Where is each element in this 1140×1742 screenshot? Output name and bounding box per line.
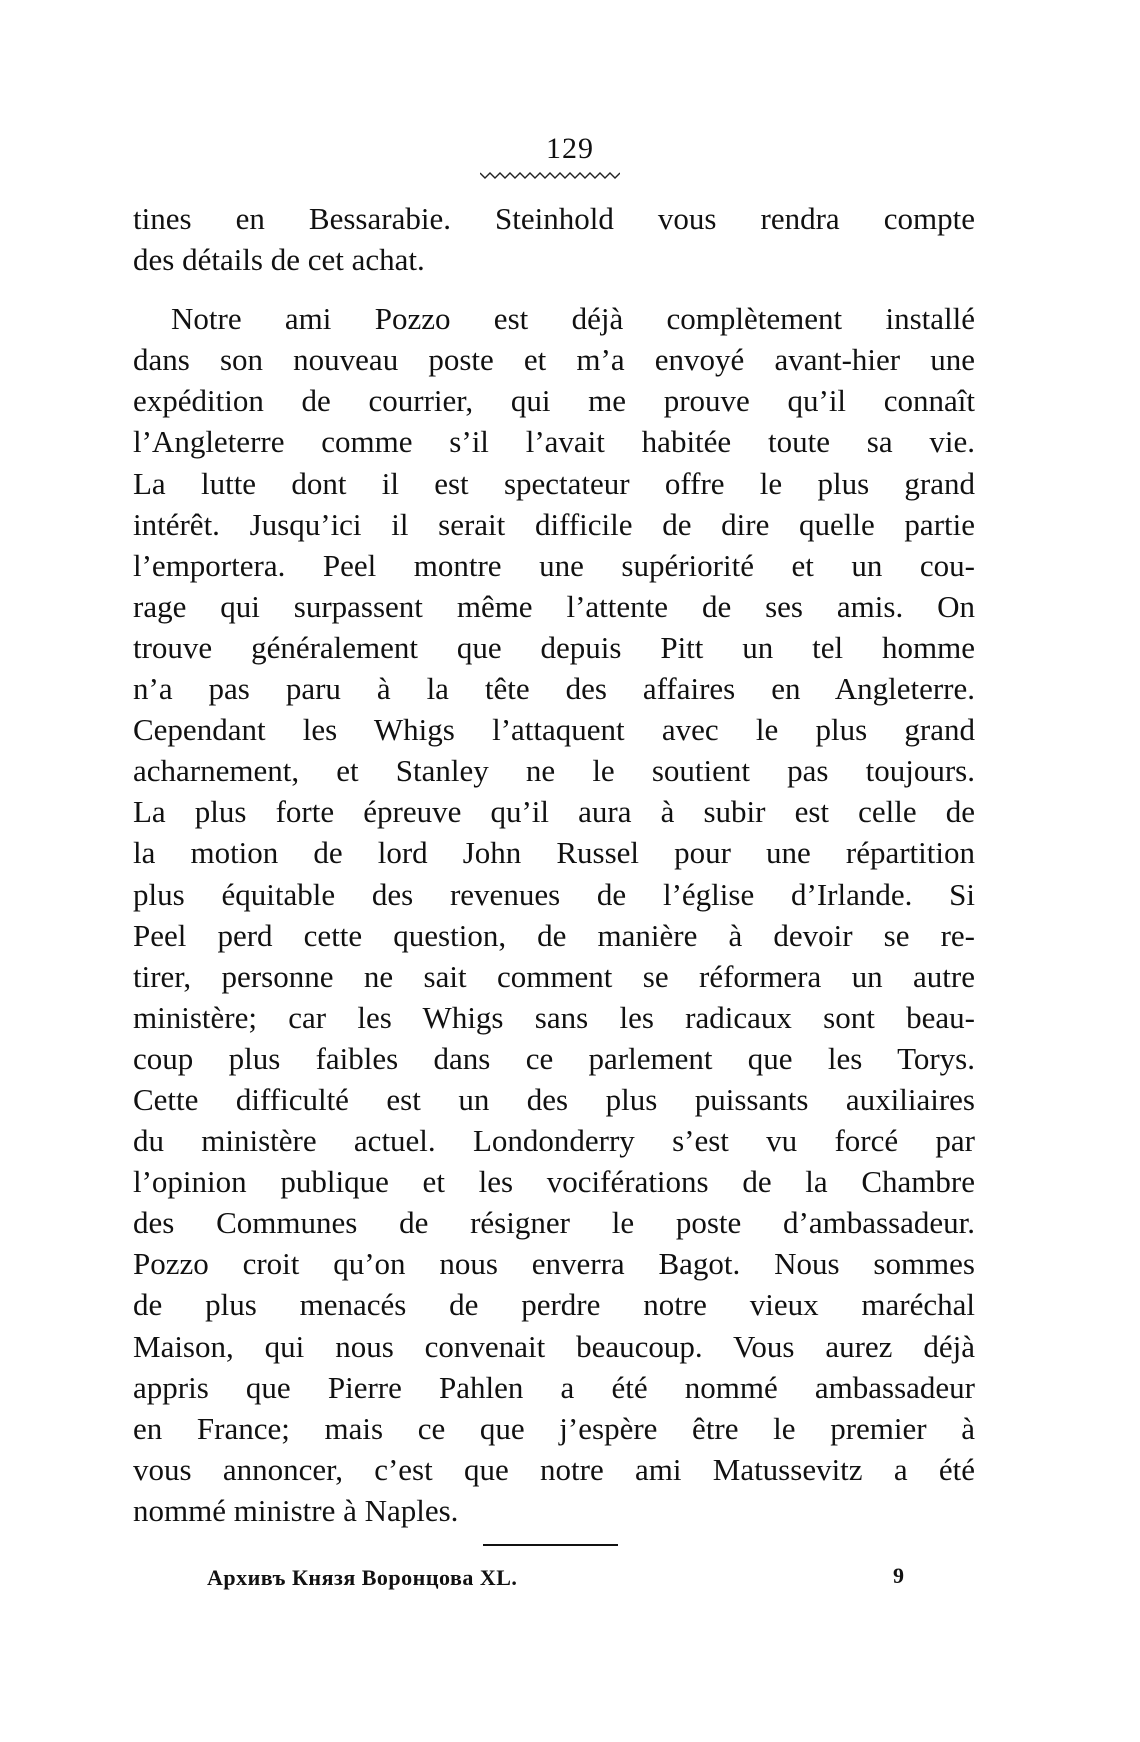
text-line: Cependant les Whigs l’attaquent avec le plus grand bbox=[133, 712, 975, 748]
text-line: du ministère actuel. Londonderry s’est vu forcé par bbox=[133, 1123, 975, 1159]
text-line: des détails de cet achat. bbox=[133, 242, 425, 278]
footer-source: Архивъ Князя Воронцова XL. bbox=[207, 1565, 518, 1590]
text-line: l’opinion publique et les vociférations de la Chambre bbox=[133, 1164, 975, 1200]
text-line: de plus menacés de perdre notre vieux maréchal bbox=[133, 1287, 975, 1323]
text-line: Peel perd cette question, de manière à devoir se re- bbox=[133, 917, 975, 953]
text-line: Pozzo croit qu’on nous enverra Bagot. Nous sommes bbox=[133, 1246, 975, 1282]
text-line: plus équitable des revenues de l’église d’Irlande. Si bbox=[133, 876, 975, 912]
text-line: intérêt. Jusqu’ici il serait difficile de dire quelle partie bbox=[133, 506, 975, 542]
text-line: appris que Pierre Pahlen a été nommé ambassadeur bbox=[133, 1369, 975, 1405]
text-line: La plus forte épreuve qu’il aura à subir est celle de bbox=[133, 794, 975, 830]
text-line: tines en Bessarabie. Steinhold vous rendra compte bbox=[133, 201, 975, 236]
text-line: Notre ami Pozzo est déjà complètement installé bbox=[171, 301, 975, 337]
text-line: vous annoncer, c’est que notre ami Matussevitz a été bbox=[133, 1451, 975, 1487]
signature-mark: 9 bbox=[893, 1563, 904, 1588]
text-line: n’a pas paru à la tête des affaires en Angleterre. bbox=[133, 671, 975, 707]
text-line: trouve généralement que depuis Pitt un tel homme bbox=[133, 629, 975, 665]
text-line: La lutte dont il est spectateur offre le plus grand bbox=[133, 465, 975, 501]
paragraph-gap bbox=[133, 280, 975, 298]
footer-rule bbox=[483, 1544, 618, 1546]
text-line: l’Angleterre comme s’il l’avait habitée toute sa vie. bbox=[133, 424, 975, 460]
text-line: l’emportera. Peel montre une supériorité et un cou- bbox=[133, 547, 975, 583]
text-line: Cette difficulté est un des plus puissants auxiliaires bbox=[133, 1081, 975, 1117]
text-line: ministère; car les Whigs sans les radicaux sont beau- bbox=[133, 999, 975, 1035]
text-line: rage qui surpassent même l’attente de ses amis. On bbox=[133, 588, 975, 624]
text-line: Maison, qui nous convenait beaucoup. Vous aurez déjà bbox=[133, 1328, 975, 1364]
paragraph bbox=[133, 198, 975, 280]
text-line: la motion de lord John Russel pour une répartition bbox=[133, 835, 975, 871]
body-text bbox=[133, 198, 975, 1531]
text-line: acharnement, et Stanley ne le soutient pas toujours. bbox=[133, 753, 975, 789]
text-line: dans son nouveau poste et m’a envoyé avant-hier une bbox=[133, 342, 975, 378]
paragraph bbox=[133, 298, 975, 1531]
text-line: expédition de courrier, qui me prouve qu’il connaît bbox=[133, 383, 975, 419]
text-line: en France; mais ce que j’espère être le premier à bbox=[133, 1410, 975, 1446]
text-line: coup plus faibles dans ce parlement que les Torys. bbox=[133, 1040, 975, 1076]
page-number: 129 bbox=[546, 132, 594, 165]
text-line: tirer, personne ne sait comment se réformera un autre bbox=[133, 958, 975, 994]
text-line: des Communes de résigner le poste d’ambassadeur. bbox=[133, 1205, 975, 1241]
text-line: nommé ministre à Naples. bbox=[133, 1492, 459, 1528]
page-number-ornament bbox=[480, 170, 620, 180]
